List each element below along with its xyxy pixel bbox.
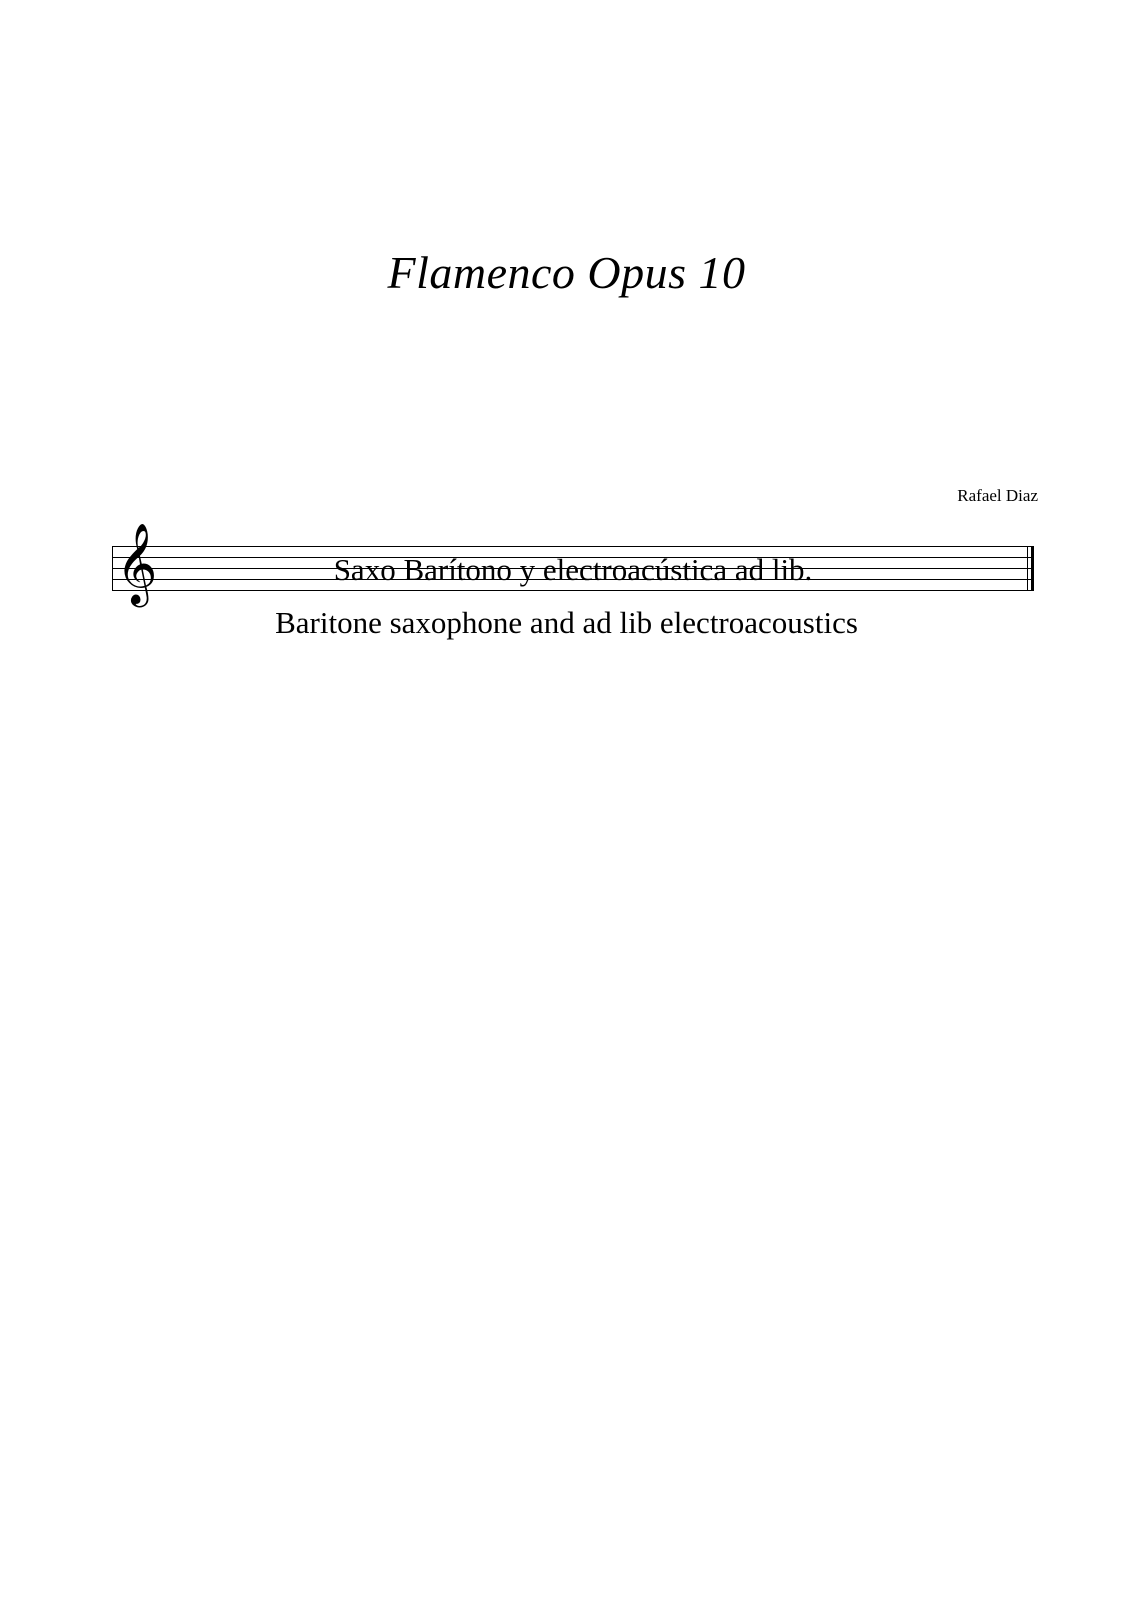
staff-line bbox=[112, 590, 1034, 591]
instrument-label-english: Baritone saxophone and ad lib electroacoustics bbox=[275, 605, 858, 640]
composer-credit: Rafael Diaz bbox=[957, 486, 1038, 505]
treble-clef-icon: 𝄞 bbox=[116, 522, 158, 604]
music-system bbox=[112, 522, 1034, 604]
staff-line bbox=[112, 546, 1034, 547]
instrument-label-spanish: Saxo Barítono y electroacústica ad lib. bbox=[333, 552, 813, 587]
page-title: Flamenco Opus 10 bbox=[387, 247, 746, 298]
